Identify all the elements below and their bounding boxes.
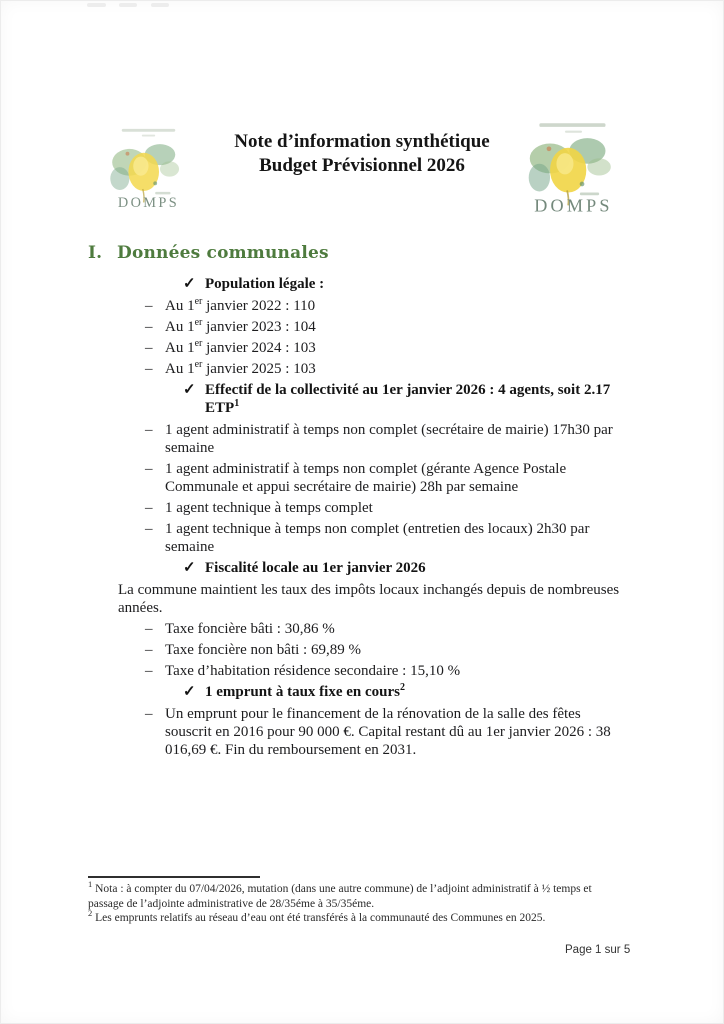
footnotes — [88, 879, 624, 926]
list-item — [145, 499, 636, 517]
document-title-line2: Budget Prévisionnel 2026 — [259, 155, 465, 176]
text-segment: Au 1 — [165, 340, 195, 356]
list-item-text — [165, 297, 622, 315]
dash-bullet: – — [145, 642, 153, 658]
check-heading — [183, 381, 636, 417]
list-item — [145, 421, 636, 457]
list-item — [145, 360, 636, 378]
list-item-text — [165, 460, 622, 496]
text-segment: Taxe foncière bâti : 30,86 % — [165, 621, 335, 637]
footnote — [88, 908, 624, 926]
checkmark-icon: ✓ — [183, 560, 196, 576]
list-item — [145, 460, 636, 496]
superscript: 2 — [400, 682, 405, 693]
dash-bullet: – — [145, 621, 153, 637]
list-item — [145, 662, 636, 680]
list-item-text — [165, 360, 622, 378]
superscript: er — [194, 359, 203, 370]
list-item — [145, 339, 636, 357]
checkmark-icon: ✓ — [183, 684, 196, 700]
dash-bullet: – — [145, 663, 153, 679]
dash-bullet: – — [145, 361, 153, 377]
check-heading — [183, 275, 636, 293]
text-segment: Au 1 — [165, 298, 195, 314]
section-title: Données communales — [117, 243, 329, 263]
commune-logo-left — [96, 126, 201, 212]
content-blocks — [88, 275, 636, 759]
document-body — [88, 243, 636, 762]
list-item-text — [165, 520, 622, 556]
commune-logo-right — [516, 120, 631, 216]
check-heading — [183, 683, 636, 701]
section-heading — [88, 243, 636, 264]
superscript: er — [194, 296, 203, 307]
dash-bullet: – — [145, 521, 153, 537]
check-heading-text — [205, 559, 426, 577]
text-segment: 1 agent administratif à temps non complet (gérante Agence Postale Communale et appui secrétaire de mairie) 28h par semaine — [165, 461, 567, 495]
footnote-text: Les emprunts relatifs au réseau d’eau ont été transférés à la communauté des Communes en 2025. — [92, 912, 546, 924]
dash-bullet: – — [145, 500, 153, 516]
list-item-text — [165, 339, 622, 357]
text-segment: Au 1 — [165, 361, 195, 377]
footnote-text: Nota : à compter du 07/04/2026, mutation (dans une autre commune) de l’adjoint administratif à ½ temps et passage de l’adjointe administrative de 28/35éme à 35/35éme. — [88, 883, 592, 910]
text-segment: Taxe foncière non bâti : 69,89 % — [165, 642, 361, 658]
list-item-text — [165, 662, 622, 680]
text-segment: 1 agent administratif à temps non complet (secrétaire de mairie) 17h30 par semaine — [165, 422, 613, 456]
checkmark-icon: ✓ — [183, 276, 196, 292]
list-item-text — [165, 705, 622, 759]
text-segment: 1 agent technique à temps non complet (entretien des locaux) 2h30 par semaine — [165, 521, 590, 555]
list-item — [145, 641, 636, 659]
list-item-text — [165, 421, 622, 457]
document-title-line1: Note d’information synthétique — [234, 131, 490, 152]
scan-smudge — [151, 3, 169, 7]
document-title — [190, 130, 534, 178]
dash-bullet: – — [145, 422, 153, 438]
text-segment: La commune maintient les taux des impôts locaux inchangés depuis de nombreuses années. — [118, 582, 620, 616]
superscript: 1 — [234, 398, 240, 409]
text-segment: janvier 2023 : 104 — [202, 319, 316, 335]
text-segment: 1 agent technique à temps complet — [165, 500, 373, 516]
watercolor-tree-icon — [516, 120, 631, 216]
dash-bullet: – — [145, 340, 153, 356]
text-segment: Population légale : — [205, 276, 325, 292]
logo-text: DOMPS — [117, 195, 180, 212]
dash-bullet: – — [145, 319, 153, 335]
superscript: er — [194, 338, 203, 349]
paragraph — [118, 581, 625, 617]
text-segment: Taxe d’habitation résidence secondaire : 15,10 % — [165, 663, 461, 679]
footnote — [88, 879, 624, 911]
footnote-marker: 1 — [88, 879, 93, 890]
text-segment: janvier 2022 : 110 — [202, 298, 316, 314]
footnote-separator — [88, 876, 260, 878]
check-heading-text — [205, 683, 405, 701]
list-item — [145, 705, 636, 759]
list-item — [145, 620, 636, 638]
section-numeral: I. — [88, 243, 103, 263]
dash-bullet: – — [145, 298, 153, 314]
watercolor-tree-icon — [96, 126, 201, 212]
text-segment: Au 1 — [165, 319, 195, 335]
list-item-text — [165, 499, 622, 517]
scan-smudge — [87, 3, 106, 7]
text-segment: Un emprunt pour le financement de la rénovation de la salle des fêtes souscrit en 2016 pour 90 000 €. Capital restant dû au 1er janvier 2026 : 38 016,69 €. Fin du remboursement en 2031. — [165, 706, 611, 758]
list-item — [145, 297, 636, 315]
text-segment: Fiscalité locale au 1er janvier 2026 — [205, 560, 426, 576]
footnote-marker: 2 — [88, 908, 93, 919]
page-number: Page 1 sur 5 — [565, 944, 631, 956]
check-heading-text — [205, 275, 324, 293]
scan-smudge — [119, 3, 137, 7]
text-segment: janvier 2024 : 103 — [202, 340, 316, 356]
check-heading-text — [205, 381, 636, 417]
list-item-text — [165, 318, 622, 336]
list-item — [145, 318, 636, 336]
text-segment: Effectif de la collectivité au 1er janvier 2026 : 4 agents, soit 2.17 ETP — [205, 382, 611, 416]
list-item — [145, 520, 636, 556]
text-segment: 1 emprunt à taux fixe en cours — [205, 684, 400, 700]
checkmark-icon: ✓ — [183, 382, 196, 398]
superscript: er — [194, 317, 203, 328]
text-segment: janvier 2025 : 103 — [202, 361, 316, 377]
dash-bullet: – — [145, 461, 153, 477]
logo-text: DOMPS — [534, 195, 613, 216]
check-heading — [183, 559, 636, 577]
list-item-text — [165, 641, 622, 659]
list-item-text — [165, 620, 622, 638]
dash-bullet: – — [145, 706, 153, 722]
